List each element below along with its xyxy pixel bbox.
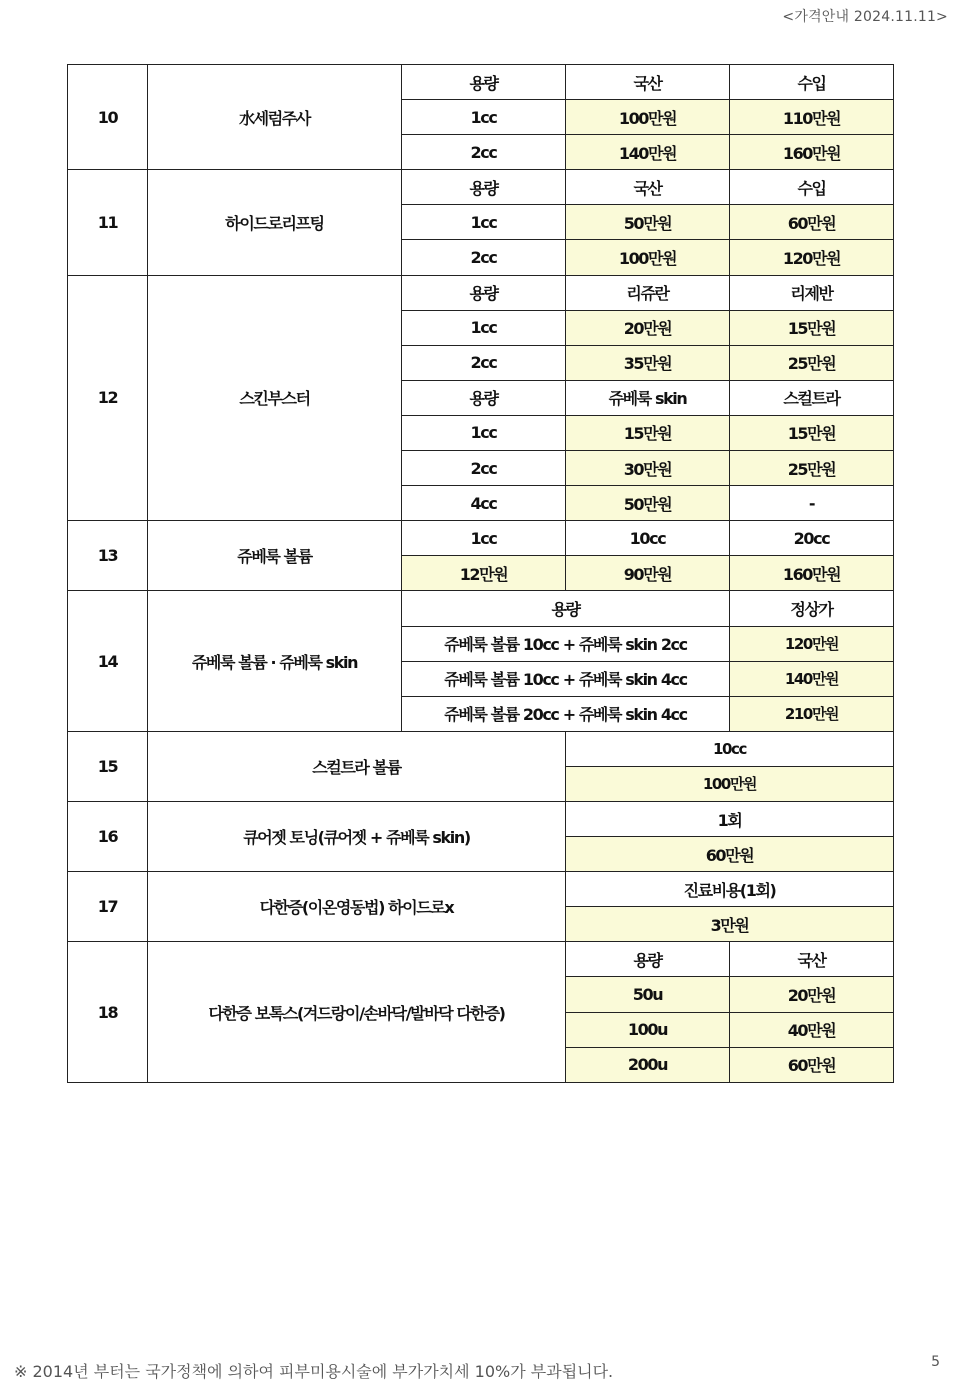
column-header: 정상가 [730,591,894,626]
price-cell: 100만원 [566,100,730,135]
column-header: 리쥬란 [566,275,730,310]
treatment-name: 다한증 보톡스(겨드랑이/손바닥/발바닥 다한증) [148,942,566,1082]
column-header: 리제반 [730,275,894,310]
price-cell: 15만원 [566,415,730,450]
column-header: 용량 [566,942,730,977]
volume-cell: 1cc [402,415,566,450]
page-number: 5 [931,1354,940,1370]
treatment-name: 스킨부스터 [148,275,402,521]
volume-cell: 200u [566,1047,730,1082]
price-cell: 100만원 [566,766,894,801]
combo-cell: 쥬베룩 볼륨 10cc + 쥬베룩 skin 4cc [402,661,730,696]
volume-cell: 2cc [402,345,566,380]
row-number: 17 [68,872,148,942]
price-cell: 40만원 [730,1012,894,1047]
column-header: 국산 [566,65,730,100]
table-row [68,521,894,556]
price-cell: 3만원 [566,907,894,942]
volume-cell: 1cc [402,100,566,135]
price-cell: 110만원 [730,100,894,135]
table-row [68,65,894,100]
table-row [68,731,894,766]
row-number: 13 [68,521,148,591]
combo-cell: 쥬베룩 볼륨 10cc + 쥬베룩 skin 2cc [402,626,730,661]
treatment-name: 다한증(이온영동법) 하이드로x [148,872,566,942]
column-header: 수입 [730,170,894,205]
column-header: 용량 [402,170,566,205]
column-header: 쥬베룩 skin [566,380,730,415]
vat-footnote: ※ 2014년 부터는 국가정책에 의하여 피부미용시술에 부가가치세 10%가 부과됩니다. [14,1362,614,1381]
column-header: 국산 [730,942,894,977]
price-cell: 120만원 [730,626,894,661]
column-header: 용량 [402,275,566,310]
treatment-name: 水세럼주사 [148,65,402,170]
volume-cell: 2cc [402,240,566,275]
row-number: 18 [68,942,148,1082]
row-number: 10 [68,65,148,170]
volume-cell: 20cc [730,521,894,556]
price-cell: 60만원 [566,837,894,872]
price-cell: 20만원 [566,310,730,345]
row-number: 14 [68,591,148,731]
volume-cell: 1cc [402,521,566,556]
price-cell: 140만원 [566,135,730,170]
row-number: 12 [68,275,148,521]
price-cell: 15만원 [730,415,894,450]
volume-cell: 50u [566,977,730,1012]
session-cell: 진료비용(1회) [566,872,894,907]
volume-cell: 4cc [402,486,566,521]
table-row [68,801,894,836]
volume-cell: 1cc [402,205,566,240]
column-header: 스컬트라 [730,380,894,415]
table-row [68,942,894,977]
combo-cell: 쥬베룩 볼륨 20cc + 쥬베룩 skin 4cc [402,696,730,731]
price-cell: 100만원 [566,240,730,275]
column-header: 수입 [730,65,894,100]
row-number: 11 [68,170,148,275]
row-number: 16 [68,801,148,871]
price-cell: 140만원 [730,661,894,696]
treatment-name: 스컬트라 볼륨 [148,731,566,801]
column-header: 국산 [566,170,730,205]
price-cell: 60만원 [730,205,894,240]
price-cell: 20만원 [730,977,894,1012]
row-number: 15 [68,731,148,801]
treatment-name: 큐어젯 토닝(큐어젯 + 쥬베룩 skin) [148,801,566,871]
price-cell: 90만원 [566,556,730,591]
volume-cell: 10cc [566,731,894,766]
price-cell: 25만원 [730,451,894,486]
volume-cell: 100u [566,1012,730,1047]
price-cell: 25만원 [730,345,894,380]
volume-cell: 1cc [402,310,566,345]
table-row [68,170,894,205]
table-row [68,275,894,310]
table-row [68,872,894,907]
price-cell: 35만원 [566,345,730,380]
column-header: 용량 [402,380,566,415]
volume-cell: 10cc [566,521,730,556]
price-cell: 50만원 [566,205,730,240]
price-cell: 15만원 [730,310,894,345]
treatment-name: 쥬베룩 볼륨 · 쥬베룩 skin [148,591,402,731]
column-header: 용량 [402,591,730,626]
column-header: 용량 [402,65,566,100]
price-cell-empty: - [730,486,894,521]
price-cell: 160만원 [730,556,894,591]
treatment-name: 쥬베룩 볼륨 [148,521,402,591]
volume-cell: 2cc [402,135,566,170]
page-header-date: <가격안내 2024.11.11> [782,9,948,25]
price-cell: 12만원 [402,556,566,591]
price-cell: 210만원 [730,696,894,731]
price-cell: 120만원 [730,240,894,275]
treatment-name: 하이드로리프팅 [148,170,402,275]
price-cell: 30만원 [566,451,730,486]
price-cell: 60만원 [730,1047,894,1082]
volume-cell: 2cc [402,451,566,486]
price-cell: 50만원 [566,486,730,521]
price-cell: 160만원 [730,135,894,170]
session-cell: 1회 [566,801,894,836]
table-row [68,591,894,626]
price-table [67,64,894,1083]
